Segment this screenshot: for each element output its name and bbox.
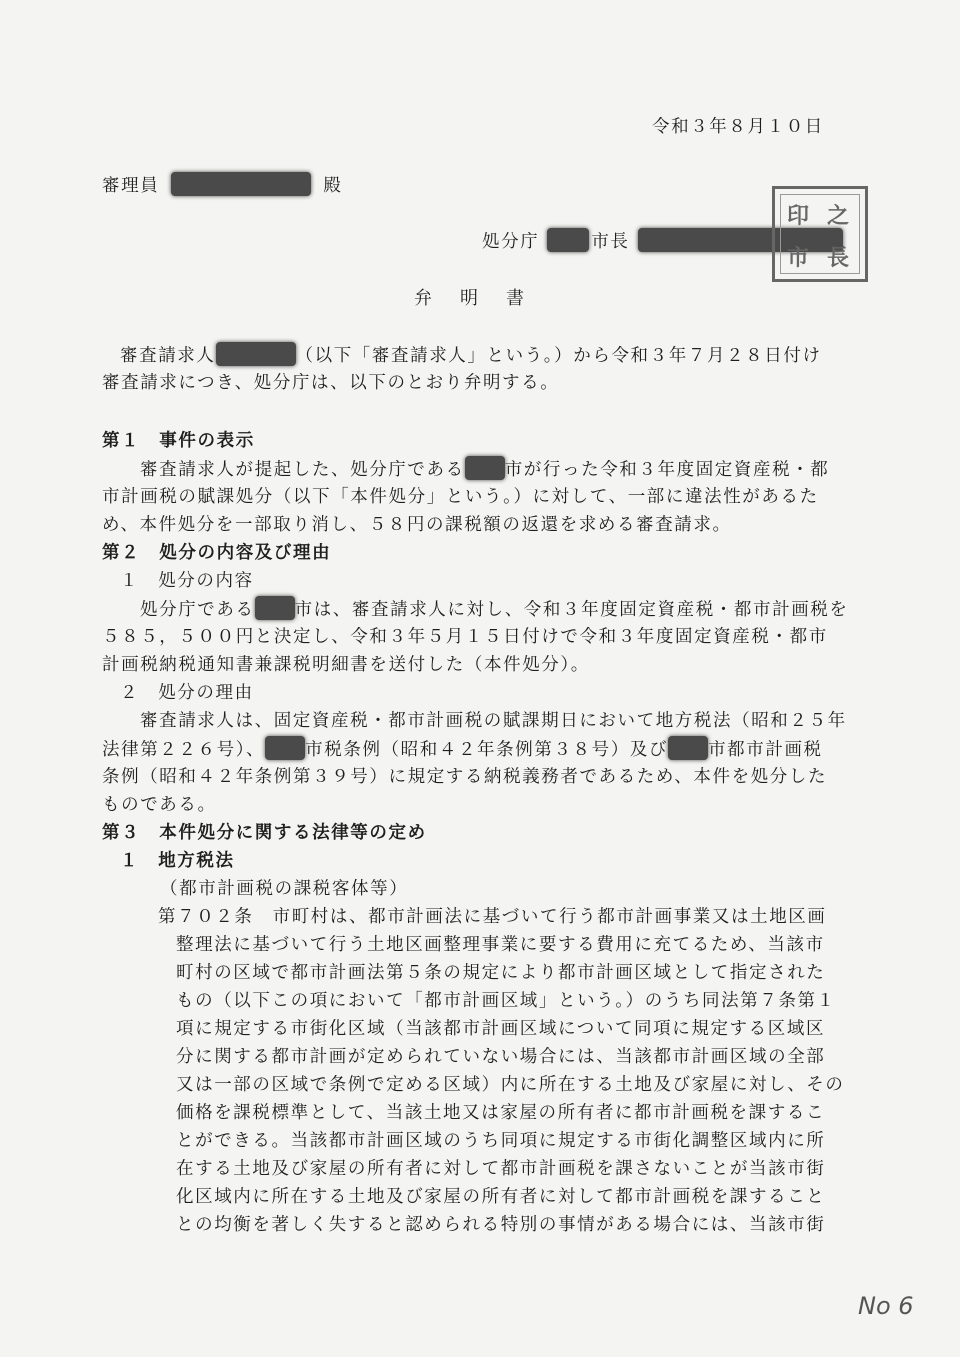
section-1-line-2: 市計画税の賦課処分（以下「本件処分」という。）に対して、一部に違法性があるた xyxy=(102,487,819,507)
section-3-subheading-1: １ 地方税法 xyxy=(120,851,235,871)
redacted-reviewer-name xyxy=(171,172,311,196)
handwritten-page-number: No 6 xyxy=(858,1292,914,1320)
article-text-line: 在する土地及び家屋の所有者に対して都市計画税を課さないことが当該市街 xyxy=(176,1159,826,1179)
redacted-requester-name xyxy=(216,342,296,366)
section-2-para-2-line-3: 条例（昭和４２年条例第３９号）に規定する納税義務者であるため、本件を処分した xyxy=(102,767,828,787)
section-1-text-b: 市が行った令和３年度固定資産税・都 xyxy=(504,460,830,480)
article-text-line: とができる。当該都市計画区域のうち同項に規定する市街化調整区域内に所 xyxy=(176,1131,826,1151)
intro-line-2: 審査請求につき、処分庁は、以下のとおり弁明する。 xyxy=(102,373,560,393)
section-1-line-3: め、本件処分を一部取り消し、５８円の課税額の返還を求める審査請求。 xyxy=(102,515,732,535)
section-2-reason-b: 市税条例（昭和４２年条例第３８号）及び xyxy=(305,740,669,760)
section-1-heading: 第１ 事件の表示 xyxy=(102,431,255,451)
addressee-suffix: 殿 xyxy=(323,176,343,196)
section-2-text-b: 市は、審査請求人に対し、令和３年度固定資産税・都市計画税を xyxy=(294,600,849,620)
section-2-text-a: 処分庁である xyxy=(140,600,255,620)
section-2-reason-a: 法律第２２６号）、 xyxy=(102,740,266,760)
article-text-line: 又は一部の区域で条例で定める区域）内に所在する土地及び家屋に対し、その xyxy=(176,1075,845,1095)
sender-middle: 市長 xyxy=(591,232,630,252)
redacted-city-name xyxy=(265,736,305,760)
article-text-line: 町村の区域で都市計画法第５条の規定により都市計画区域として指定された xyxy=(176,963,826,983)
section-1-text-a: 審査請求人が提起した、処分庁である xyxy=(140,460,465,480)
section-2-para-1-line-3: 計画税納税通知書兼課税明細書を送付した（本件処分）。 xyxy=(102,655,590,675)
section-1-line-1 xyxy=(140,456,829,483)
intro-text-b: （以下「審査請求人」という。）から令和３年７月２８日付け xyxy=(295,346,822,366)
redacted-city-name xyxy=(465,456,505,480)
redacted-city-name xyxy=(547,228,589,252)
article-text-line: 価格を課税標準として、当該土地又は家屋の所有者に都市計画税を課するこ xyxy=(176,1103,826,1123)
article-text-line: 項に規定する市街化区域（当該都市計画区域について同項に規定する区域区 xyxy=(176,1019,826,1039)
article-text-line: との均衡を著しく失すると認められる特別の事情がある場合には、当該市街 xyxy=(176,1215,826,1235)
official-seal-stamp: 印 之 市 長 xyxy=(772,186,868,282)
section-2-para-1-line-1 xyxy=(140,596,849,623)
addressee-line xyxy=(102,172,342,199)
section-2-heading: 第２ 処分の内容及び理由 xyxy=(102,543,332,563)
section-2-para-1-line-2: ５８５，５００円と決定し、令和３年５月１５日付けで令和３年度固定資産税・都市 xyxy=(102,627,828,647)
section-2-para-2-line-1: 審査請求人は、固定資産税・都市計画税の賦課期日において地方税法（昭和２５年 xyxy=(140,711,847,731)
article-caption: （都市計画税の課税客体等） xyxy=(160,879,409,899)
addressee-prefix: 審理員 xyxy=(102,176,160,196)
document-date: 令和３年８月１０日 xyxy=(652,117,824,137)
intro-text-a: 審査請求人 xyxy=(120,346,216,366)
section-2-para-2-line-4: ものである。 xyxy=(102,795,217,815)
section-2-para-2-line-2 xyxy=(102,736,823,763)
sender-prefix: 処分庁 xyxy=(482,232,540,252)
redacted-city-name xyxy=(668,736,708,760)
article-text-line: 第７０２条 市町村は、都市計画法に基づいて行う都市計画事業又は土地区画 xyxy=(158,907,827,927)
document-title: 弁明書 xyxy=(414,288,552,309)
article-text-line: 整理法に基づいて行う土地区画整理事業に要する費用に充てるため、当該市 xyxy=(176,935,825,955)
article-text-line: もの（以下この項において「都市計画区域」という。）のうち同法第７条第１ xyxy=(176,991,836,1011)
section-2-subheading-2: ２ 処分の理由 xyxy=(120,683,254,703)
section-3-heading: 第３ 本件処分に関する法律等の定め xyxy=(102,823,427,843)
article-text-line: 化区域内に所在する土地及び家屋の所有者に対して都市計画税を課すること xyxy=(176,1187,826,1207)
article-text-line: 分に関する都市計画が定められていない場合には、当該都市計画区域の全部 xyxy=(176,1047,826,1067)
intro-line-1 xyxy=(120,342,822,369)
section-2-subheading-1: １ 処分の内容 xyxy=(120,571,254,591)
redacted-city-name xyxy=(255,596,295,620)
section-2-reason-c: 市都市計画税 xyxy=(708,740,823,760)
